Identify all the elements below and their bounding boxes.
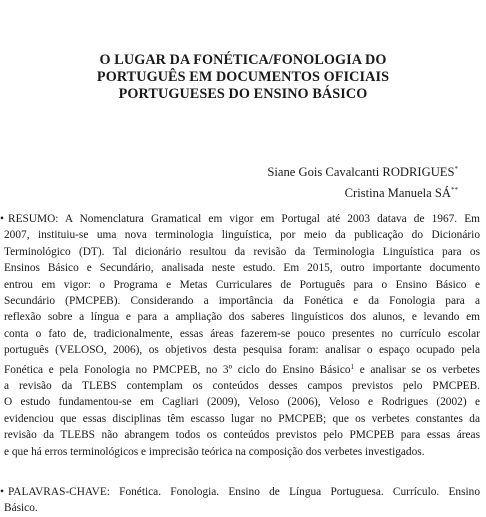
- abstract-line: revisão da TLEBS não abrangem todos os conteúdos previstos pelo PMCPEB para essas áreas: [4, 429, 480, 442]
- keywords-line: • PALAVRAS-CHAVE: Fonética. Fonologia. Ensino de Língua Portuguesa. Currículo. Ensino: [4, 484, 480, 500]
- author-footnote-mark: *: [454, 165, 458, 173]
- abstract-line: evidenciou que essas disciplinas têm escasso lugar no PMCPEB; que os verbetes constantes da: [4, 412, 480, 425]
- author-name: Cristina Manuela SÁ: [344, 186, 451, 200]
- paper-title: [40, 52, 446, 103]
- author: [267, 181, 458, 202]
- author-footnote-mark: **: [451, 186, 458, 194]
- abstract-line: reflexão sobre a língua e para a ampliação dos saberes linguísticos dos alunos, e levando em: [4, 311, 480, 324]
- abstract-line: 2007, instituiu-se uma nova terminologia linguística, por meio da publicação do Dicionário: [4, 229, 480, 242]
- author-name: Siane Gois Cavalcanti RODRIGUES: [267, 165, 455, 179]
- abstract-line: e que há erros terminológicos e imprecisão teórica na composição dos verbetes investigados.: [4, 445, 425, 458]
- bullet: •: [0, 486, 4, 498]
- title-line: O LUGAR DA FONÉTICA/FONOLOGIA DO: [99, 52, 387, 68]
- abstract-line: Secundário (PMCPEB). Considerando a importância da Fonética e da Fonologia para a: [4, 295, 480, 308]
- footnote-mark: 1: [350, 362, 355, 371]
- bullet: •: [0, 213, 4, 225]
- author: [267, 160, 458, 181]
- abstract: [0, 211, 480, 460]
- title-line: PORTUGUESES DO ENSINO BÁSICO: [118, 86, 368, 102]
- abstract-line: Ensinos Básico e Secundário, analisada neste estudo. Em 2015, outro importante documento: [4, 262, 480, 275]
- abstract-line: Fonética e pela Fonologia no PMCPEB, no 3º ciclo do Ensino Básico$^1$ e analisar se os verbetes: [4, 362, 480, 376]
- abstract-line: a revisão da TLEBS contemplam os conteúdos desses campos previstos pelo PMCPEB.: [4, 380, 480, 393]
- abstract-line: Terminológico (DT). Tal dicionário resultou da revisão da Terminologia Linguística para os: [4, 245, 480, 258]
- abstract-line: • RESUMO: A Nomenclatura Gramatical em vigor em Portugal até 2003 datava de 1967. Em: [4, 211, 480, 227]
- abstract-line: entrou em vigor: o Programa e Metas Curriculares de Português para o Ensino Básico e: [4, 278, 480, 291]
- abstract-line: conta o fato de, tradicionalmente, essas áreas fazerem-se pouco presentes no currículo escolar: [4, 327, 480, 340]
- keywords-line: Básico.: [4, 502, 38, 515]
- author-list: [267, 160, 458, 202]
- abstract-line: português (VELOSO, 2006), os objetivos desta pesquisa foram: analisar o espaço ocupado pela: [4, 344, 480, 357]
- abstract-line: O estudo fundamentou-se em Cagliari (2009), Veloso (2006), Veloso e Rodrigues (2002) e: [4, 396, 480, 409]
- title-line: PORTUGUÊS EM DOCUMENTOS OFICIAIS: [96, 69, 390, 85]
